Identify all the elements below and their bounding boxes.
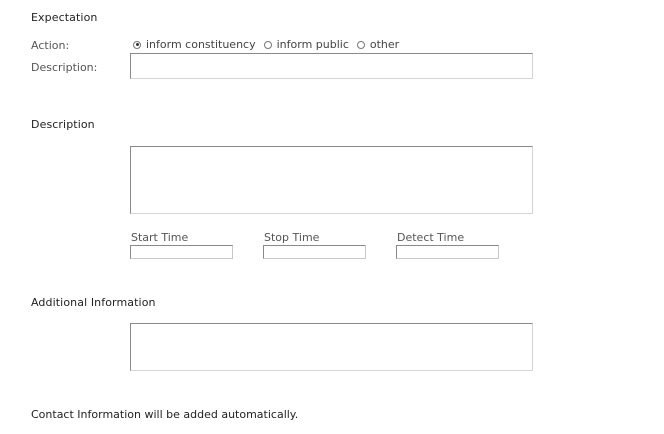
radio-other[interactable] [357,38,399,51]
radio-label: inform constituency [146,38,256,51]
start-time-label: Start Time [131,231,189,244]
action-radio-group [133,38,407,51]
expectation-heading: Expectation [31,11,98,24]
radio-selected-icon[interactable] [133,41,141,49]
stop-time-label: Stop Time [264,231,320,244]
radio-inform-constituency[interactable] [133,38,256,51]
description-textarea[interactable] [130,146,533,214]
description-heading: Description [31,118,95,131]
radio-inform-public[interactable] [264,38,349,51]
additional-information-heading: Additional Information [31,296,156,309]
stop-time-input[interactable] [263,245,366,259]
detect-time-label: Detect Time [397,231,465,244]
radio-unselected-icon[interactable] [357,41,365,49]
expectation-description-input[interactable] [130,53,533,79]
start-time-input[interactable] [130,245,233,259]
additional-information-textarea[interactable] [130,323,533,371]
action-label: Action: [31,39,70,52]
radio-label: other [369,38,400,51]
radio-label: inform public [276,38,349,51]
description-label: Description: [31,61,98,74]
contact-information-note: Contact Information will be added automatically. [31,408,299,421]
detect-time-input[interactable] [396,245,499,259]
radio-unselected-icon[interactable] [264,41,272,49]
